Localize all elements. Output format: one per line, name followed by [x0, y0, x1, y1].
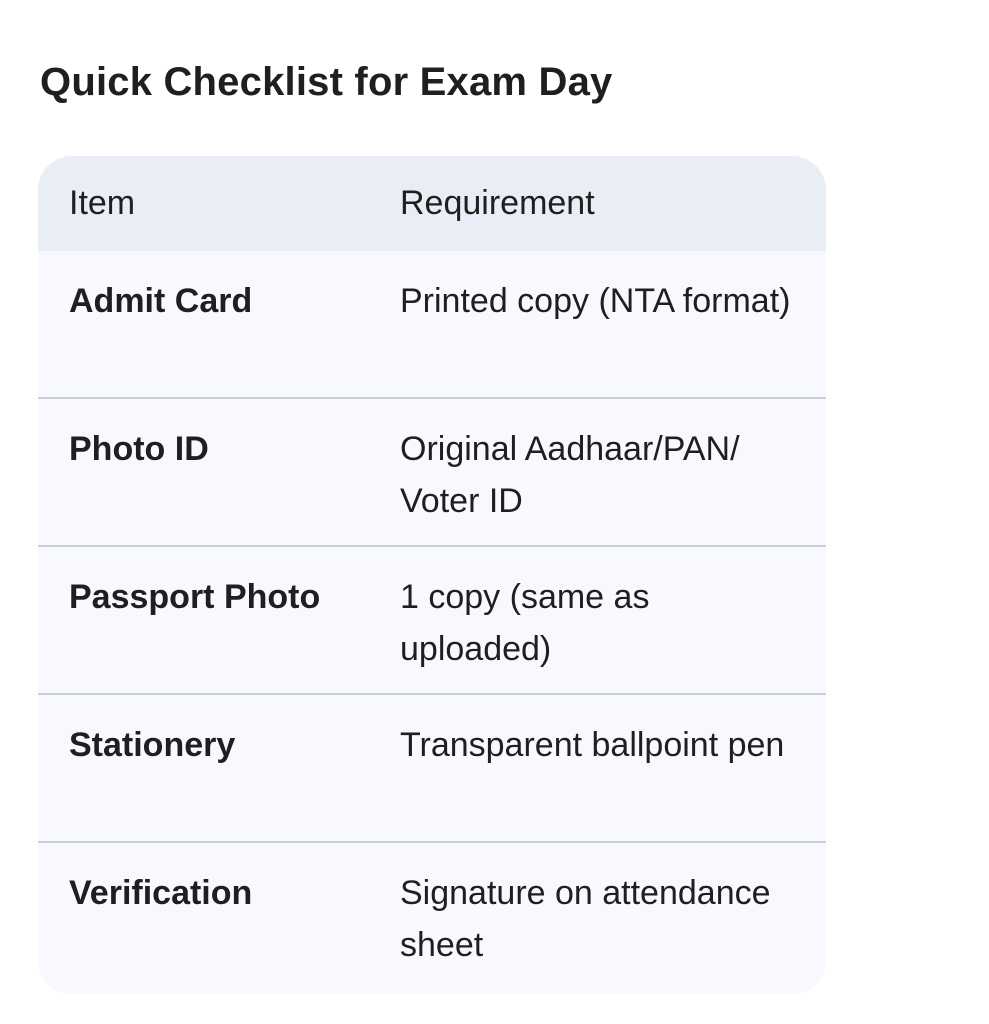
table-header-row [38, 156, 826, 251]
column-header-requirement: Requirement [400, 184, 595, 222]
requirement-cell: Original Aadhaar/PAN/ Voter ID [400, 430, 740, 520]
column-header-item: Item [69, 184, 136, 222]
page-title: Quick Checklist for Exam Day [40, 60, 613, 104]
table-row [38, 843, 826, 991]
table-row [38, 399, 826, 547]
requirement-cell: 1 copy (same as uploaded) [400, 578, 650, 668]
item-cell: Stationery [69, 726, 236, 764]
table-row [38, 251, 826, 399]
requirement-cell: Signature on attendance sheet [400, 874, 771, 964]
table-row [38, 695, 826, 843]
table-row [38, 547, 826, 695]
item-cell: Verification [69, 874, 253, 912]
item-cell: Photo ID [69, 430, 209, 468]
requirement-cell: Printed copy (NTA format) [400, 282, 791, 320]
item-cell: Passport Photo [69, 578, 321, 616]
item-cell: Admit Card [69, 282, 253, 320]
requirement-cell: Transparent ballpoint pen [400, 726, 785, 764]
checklist-table [38, 156, 826, 994]
